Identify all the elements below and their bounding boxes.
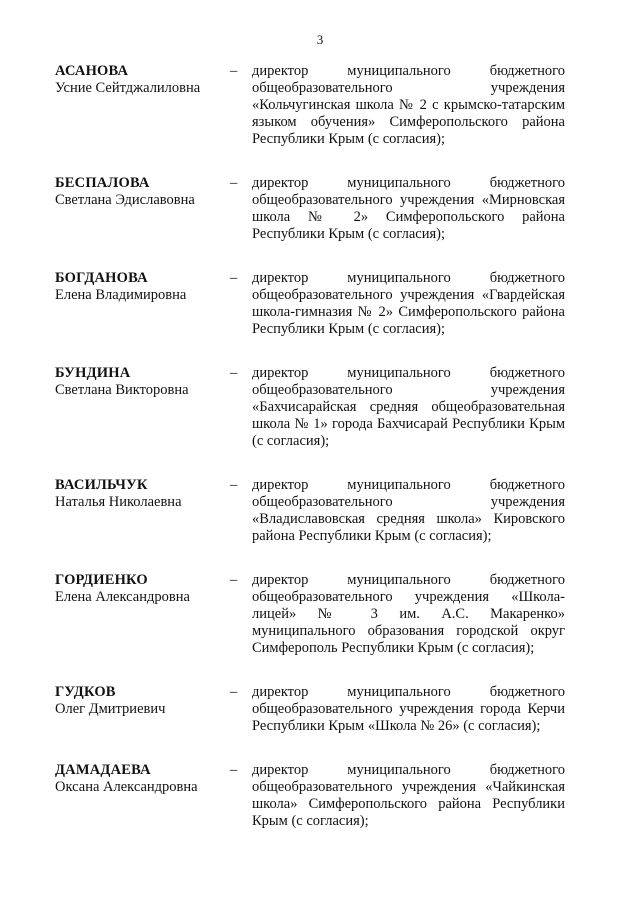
list-item — [55, 572, 565, 657]
surname: ВАСИЛЬЧУК — [55, 477, 148, 493]
page-number: 3 — [316, 32, 324, 47]
person-name — [55, 762, 230, 796]
separator-dash: – — [230, 477, 238, 493]
surname: БУНДИНА — [55, 365, 131, 381]
given-names: Светлана Эдиславовна — [55, 192, 195, 208]
position-description: директор муниципального бюджетного общеобразовательного учреждения «Мирновская школа № 2» Симферопольского района Республики Крым (с согласия); — [252, 175, 565, 242]
given-names: Олег Дмитриевич — [55, 701, 166, 717]
member-list — [55, 63, 565, 857]
list-item — [55, 762, 565, 830]
position-description: директор муниципального бюджетного общеобразовательного учреждения «Чайкинская школа» Симферопольского района Республики Крым (с согласия); — [252, 762, 565, 829]
surname: ДАМАДАЕВА — [55, 762, 151, 778]
given-names: Наталья Николаевна — [55, 494, 182, 510]
position-description: директор муниципального бюджетного общеобразовательного учреждения «Кольчугинская школа № 2 с крымско-татарским языком обучения» Симферопольского района Республики Крым (с согласия); — [252, 63, 565, 147]
separator-dash: – — [230, 684, 238, 700]
position-description: директор муниципального бюджетного общеобразовательного учреждения «Бахчисарайская средняя общеобразовательная школа № 1» города Бахчисарай Республики Крым (с согласия); — [252, 365, 565, 449]
person-name — [55, 477, 230, 511]
position-description: директор муниципального бюджетного общеобразовательного учреждения «Гвардейская школа-гимназия № 2» Симферопольского района Республики Крым (с согласия); — [252, 270, 565, 337]
person-name — [55, 270, 230, 304]
surname: БОГДАНОВА — [55, 270, 148, 286]
list-item — [55, 175, 565, 243]
separator-dash: – — [230, 365, 238, 381]
person-name — [55, 572, 230, 606]
surname: ГУДКОВ — [55, 684, 116, 700]
list-item — [55, 63, 565, 148]
separator-dash: – — [230, 572, 238, 588]
list-item — [55, 365, 565, 450]
separator-dash: – — [230, 270, 238, 286]
given-names: Елена Владимировна — [55, 287, 187, 303]
separator-dash: – — [230, 175, 238, 191]
list-item — [55, 270, 565, 338]
surname: БЕСПАЛОВА — [55, 175, 150, 191]
given-names: Светлана Викторовна — [55, 382, 189, 398]
position-description: директор муниципального бюджетного общеобразовательного учреждения города Керчи Республики Крым «Школа № 26» (с согласия); — [252, 684, 565, 734]
given-names: Усние Сейтджалиловна — [55, 80, 201, 96]
separator-dash: – — [230, 63, 238, 79]
position-description: директор муниципального бюджетного общеобразовательного учреждения «Школа-лицей» № 3 им. А.С. Макаренко» муниципального образования городской округ Симферополь Республики Крым (с согласия); — [252, 572, 565, 656]
given-names: Оксана Александровна — [55, 779, 198, 795]
person-name — [55, 175, 230, 209]
list-item — [55, 477, 565, 545]
person-name — [55, 63, 230, 97]
separator-dash: – — [230, 762, 238, 778]
surname: ГОРДИЕНКО — [55, 572, 148, 588]
list-item — [55, 684, 565, 735]
position-description: директор муниципального бюджетного общеобразовательного учреждения «Владиславовская средняя школа» Кировского района Республики Крым (с согласия); — [252, 477, 565, 544]
surname: АСАНОВА — [55, 63, 129, 79]
person-name — [55, 365, 230, 399]
person-name — [55, 684, 230, 718]
given-names: Елена Александровна — [55, 589, 190, 605]
